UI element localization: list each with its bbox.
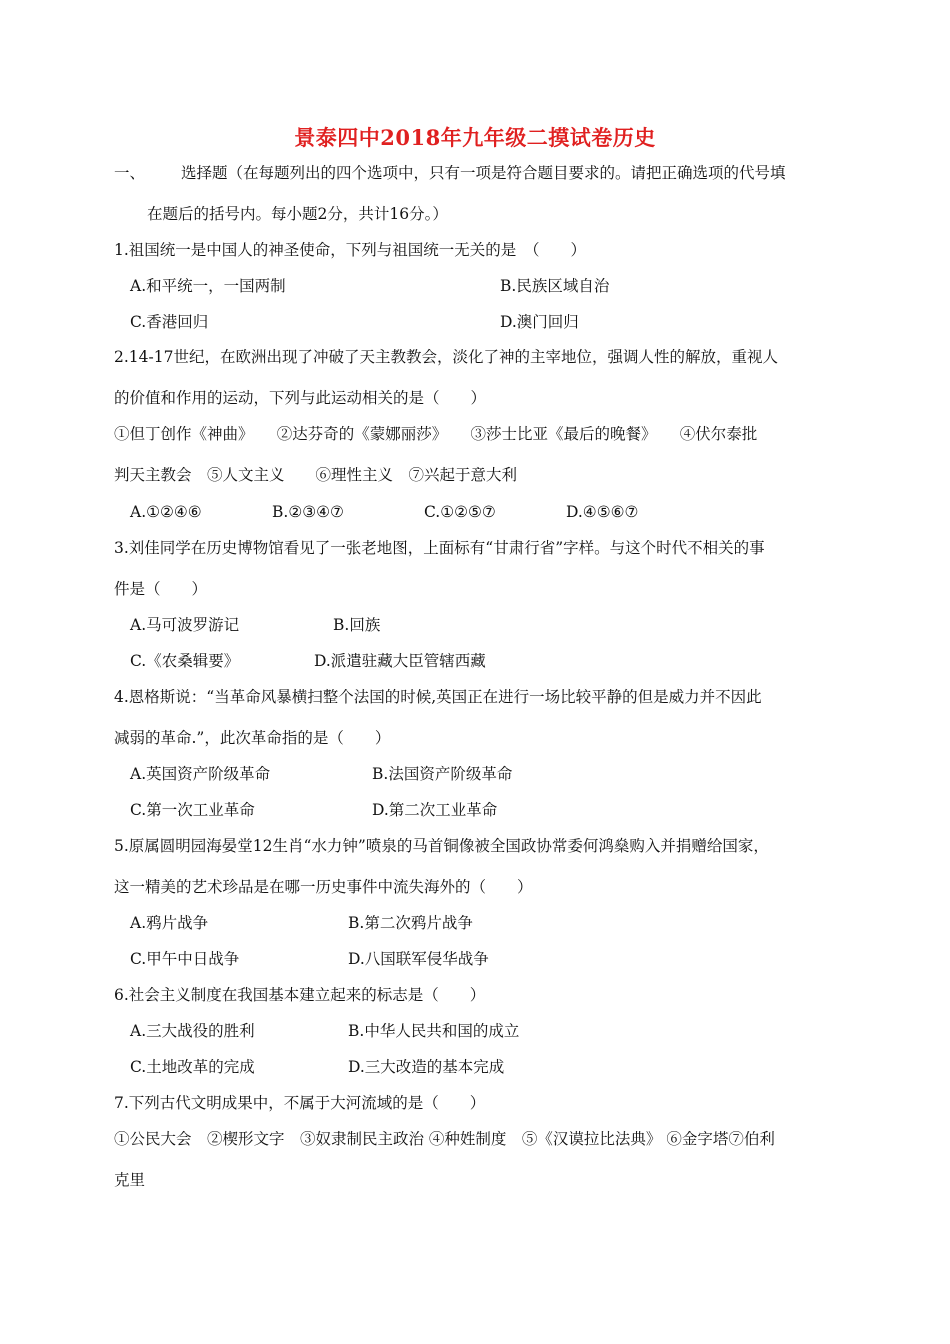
question-3-option-a: A.马可波罗游记 — [130, 616, 240, 634]
question-2-option-b: B.②③④⑦ — [272, 503, 344, 521]
question-6-option-a: A.三大战役的胜利 — [130, 1022, 255, 1040]
question-1-option-b: B.民族区域自治 — [500, 277, 610, 295]
question-6-option-d: D.三大改造的基本完成 — [348, 1058, 505, 1076]
question-6-option-b: B.中华人民共和国的成立 — [348, 1022, 520, 1040]
question-2-items-line2: 判天主教会 ⑤人文主义 ⑥理性主义 ⑦兴起于意大利 — [114, 466, 518, 484]
question-2-option-c: C.①②⑤⑦ — [424, 503, 496, 521]
question-4-stem-line2: 减弱的革命.”，此次革命指的是（ ） — [114, 729, 391, 747]
question-3-option-b: B.回族 — [333, 616, 381, 634]
question-3-option-d: D.派遣驻藏大臣管辖西藏 — [314, 652, 486, 670]
question-3-option-c: C.《农桑辑要》 — [130, 652, 240, 670]
question-5-stem-line1: 5.原属圆明园海晏堂12生肖“水力钟”喷泉的马首铜像被全国政协常委何鸿燊购入并捐赠给国家， — [114, 837, 769, 855]
question-1-option-c: C.香港回归 — [130, 313, 209, 331]
question-1-option-a: A.和平统一，一国两制 — [130, 277, 286, 295]
question-3-stem-line1: 3.刘佳同学在历史博物馆看见了一张老地图，上面标有“甘肃行省”字样。与这个时代不相关的事 — [114, 539, 765, 557]
question-2-stem-line2: 的价值和作用的运动，下列与此运动相关的是（ ） — [114, 389, 487, 407]
question-5-option-d: D.八国联军侵华战争 — [348, 950, 489, 968]
question-7-stem: 7.下列古代文明成果中，不属于大河流域的是（ ） — [114, 1094, 486, 1112]
question-5-option-c: C.甲午中日战争 — [130, 950, 240, 968]
question-5-stem-line2: 这一精美的艺术珍品是在哪一历史事件中流失海外的（ ） — [114, 878, 533, 896]
question-1-option-d: D.澳门回归 — [500, 313, 579, 331]
section-instructions-line2: 在题后的括号内。每小题2分，共计16分。） — [147, 205, 448, 223]
question-7-items-line2: 克里 — [114, 1171, 146, 1189]
question-3-stem-line2: 件是（ ） — [114, 580, 208, 598]
question-6-option-c: C.土地改革的完成 — [130, 1058, 255, 1076]
question-5-option-b: B.第二次鸦片战争 — [348, 914, 473, 932]
question-4-option-c: C.第一次工业革命 — [130, 801, 255, 819]
question-4-option-a: A.英国资产阶级革命 — [130, 765, 271, 783]
question-7-items-line1: ①公民大会 ②楔形文字 ③奴隶制民主政治 ④种姓制度 ⑤《汉谟拉比法典》 ⑥金字塔⑦伯利 — [114, 1130, 775, 1148]
section-instructions-line1: 选择题（在每题列出的四个选项中，只有一项是符合题目要求的。请把正确选项的代号填 — [181, 164, 786, 182]
question-6-stem: 6.社会主义制度在我国基本建立起来的标志是（ ） — [114, 986, 486, 1004]
exam-title: 景泰四中2018年九年级二摸试卷历史 — [294, 125, 656, 150]
question-4-stem-line1: 4.恩格斯说：“当革命风暴横扫整个法国的时候,英国正在进行一场比较平静的但是威力并不因此 — [114, 688, 762, 706]
question-1-stem: 1.祖国统一是中国人的神圣使命，下列与祖国统一无关的是 （ ） — [114, 241, 587, 259]
question-4-option-b: B.法国资产阶级革命 — [372, 765, 513, 783]
question-2-option-d: D.④⑤⑥⑦ — [566, 503, 639, 521]
question-2-items-line1: ①但丁创作《神曲》 ②达芬奇的《蒙娜丽莎》 ③莎士比亚《最后的晚餐》 ④伏尔泰批 — [114, 425, 758, 443]
question-2-stem-line1: 2.14-17世纪，在欧洲出现了冲破了天主教教会，淡化了神的主宰地位，强调人性的解放，重视人 — [114, 348, 778, 366]
question-4-option-d: D.第二次工业革命 — [372, 801, 498, 819]
question-5-option-a: A.鸦片战争 — [130, 914, 209, 932]
question-2-option-a: A.①②④⑥ — [130, 503, 202, 521]
section-number: 一、 — [114, 164, 146, 182]
